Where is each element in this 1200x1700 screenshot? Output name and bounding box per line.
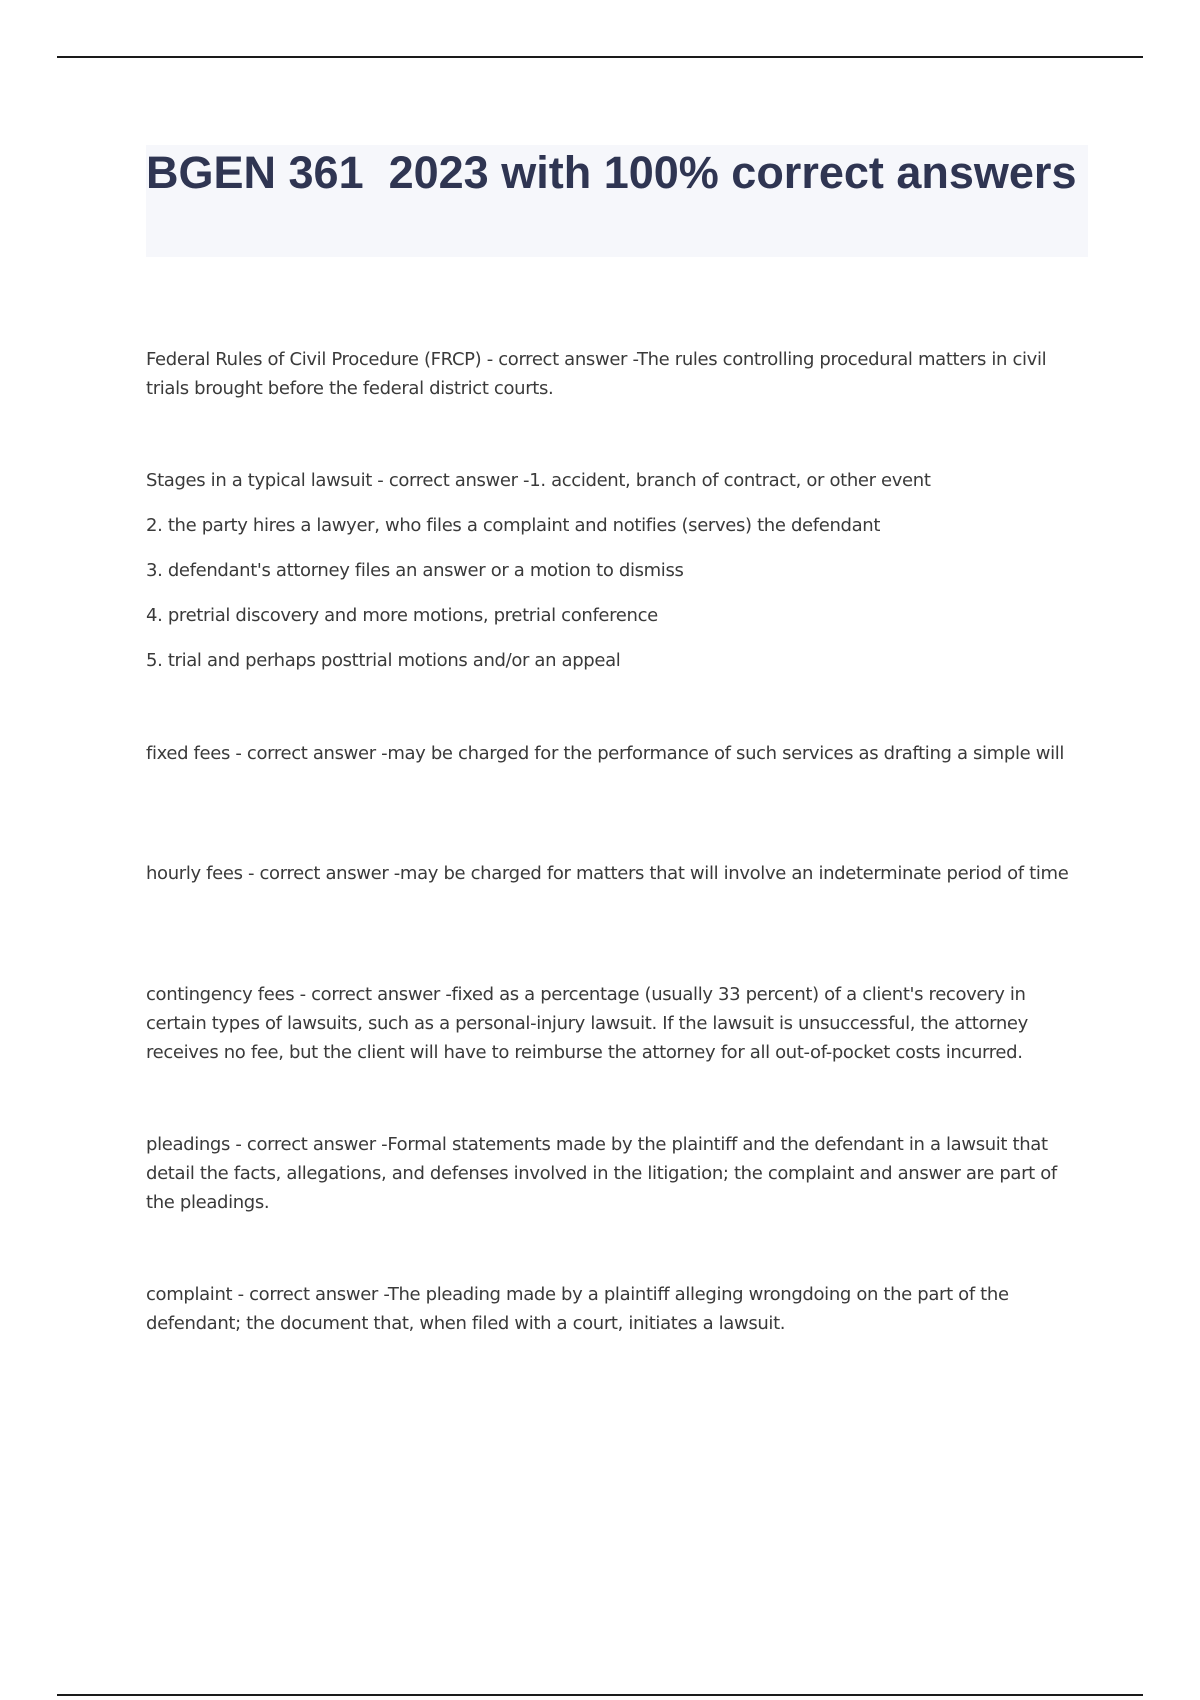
qa-separator: - correct answer -	[371, 470, 530, 491]
qa-text	[146, 345, 1088, 403]
qa-term: contingency fees	[146, 984, 295, 1005]
qa-term: hourly fees	[146, 863, 243, 884]
qa-text	[146, 980, 1088, 1067]
qa-term: Federal Rules of Civil Procedure (FRCP)	[146, 349, 482, 370]
qa-separator: - correct answer -	[242, 863, 400, 884]
qa-separator: - correct answer -	[481, 349, 637, 370]
qa-text	[146, 1130, 1088, 1217]
qa-answer: The rules controlling procedural matters in civil trials brought before the federal district courts.	[146, 349, 1047, 399]
stage-item: 3. defendant's attorney files an answer or a motion to dismiss	[146, 560, 684, 581]
page-title: BGEN 361 2023 with 100% correct answers	[146, 147, 1077, 198]
qa-text	[146, 739, 1088, 768]
qa-entry-frcp	[146, 345, 1088, 403]
top-divider	[57, 56, 1143, 58]
qa-answer: may be charged for matters that will involve an indeterminate period of time	[399, 863, 1069, 884]
qa-answer: fixed as a percentage (usually 33 percent) of a client's recovery in certain types of lawsuits, such as a personal-injury lawsuit. If the lawsuit is unsuccessful, the attorney receives no fee, but the client will have to reimburse the attorney for all out-of-pocket costs incurred.	[146, 984, 1028, 1063]
qa-entry-complaint	[146, 1280, 1088, 1338]
qa-text	[146, 466, 1088, 495]
qa-term: fixed fees	[146, 743, 231, 764]
stage-item: 4. pretrial discovery and more motions, pretrial conference	[146, 605, 658, 626]
qa-term: Stages in a typical lawsuit	[146, 470, 372, 491]
title-block	[146, 145, 1088, 257]
stage-item: 5. trial and perhaps posttrial motions and/or an appeal	[146, 650, 621, 671]
bottom-divider	[57, 1694, 1143, 1696]
qa-entry-contingency-fees	[146, 980, 1088, 1067]
qa-text	[146, 859, 1088, 888]
qa-term: complaint	[146, 1284, 233, 1305]
qa-answer: Formal statements made by the plaintiff and the defendant in a lawsuit that detail the facts, allegations, and defenses involved in the litigation; the complaint and answer are part of the pleadings.	[146, 1134, 1057, 1213]
qa-answer: may be charged for the performance of such services as drafting a simple will	[387, 743, 1065, 764]
qa-separator: - correct answer -	[230, 1134, 388, 1155]
qa-separator: - correct answer -	[294, 984, 452, 1005]
qa-term: pleadings	[146, 1134, 231, 1155]
stage-item: 1. accident, branch of contract, or other event	[529, 470, 931, 491]
qa-separator: - correct answer -	[232, 1284, 388, 1305]
qa-entry-fixed-fees	[146, 739, 1088, 768]
qa-text	[146, 1280, 1088, 1338]
qa-answer: The pleading made by a plaintiff alleging wrongdoing on the part of the defendant; the document that, when filed with a court, initiates a lawsuit.	[146, 1284, 1009, 1334]
qa-entry-hourly-fees	[146, 859, 1088, 888]
qa-entry-pleadings	[146, 1130, 1088, 1217]
stage-item: 2. the party hires a lawyer, who files a complaint and notifies (serves) the defendant	[146, 515, 881, 536]
qa-entry-lawsuit-stages	[146, 466, 1088, 675]
qa-separator: - correct answer -	[230, 743, 388, 764]
